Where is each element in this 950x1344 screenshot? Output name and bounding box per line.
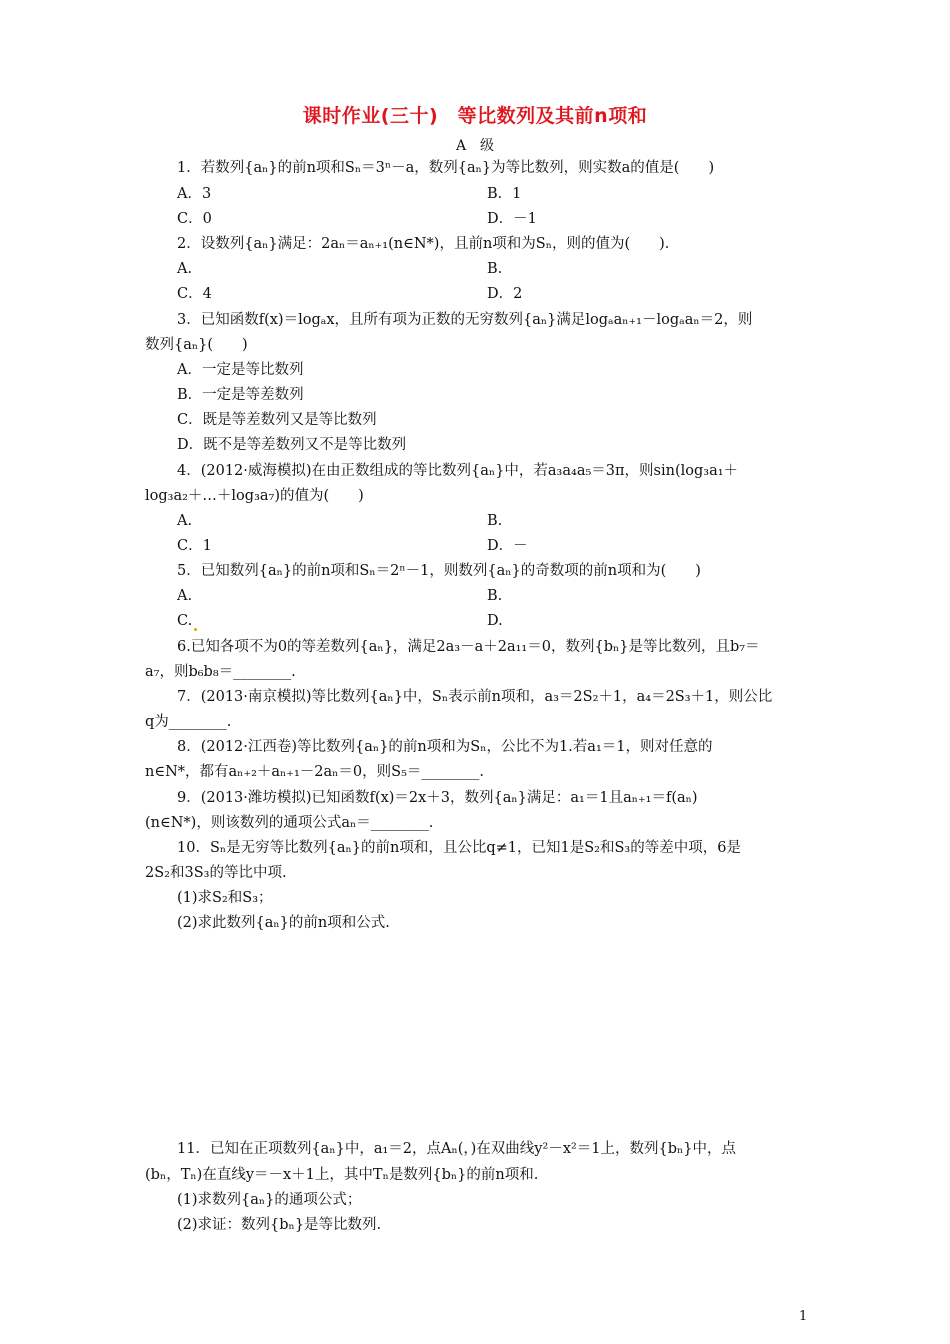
question-7-line-2: q为________. bbox=[145, 714, 232, 730]
q1-option-c: C．0 bbox=[177, 211, 212, 227]
question-10-line-2: 2S₂和3S₃的等比中项. bbox=[145, 865, 287, 881]
q5-option-c-label: C. bbox=[177, 613, 193, 629]
question-6-line-1: 6.已知各项不为0的等差数列{aₙ}，满足2a₃－a＋2a₁₁＝0，数列{bₙ}是等比数列，且b₇＝ bbox=[177, 639, 760, 655]
q3-option-b: B．一定是等差数列 bbox=[177, 387, 304, 403]
question-2: 2．设数列{aₙ}满足：2aₙ＝aₙ₊₁(n∈N*)，且前n项和为Sₙ，则的值为( ). bbox=[177, 236, 670, 252]
q5-option-d: D. bbox=[487, 613, 503, 629]
page-number: 1 bbox=[799, 1309, 808, 1324]
q3-option-d: D．既不是等差数列又不是等比数列 bbox=[177, 437, 407, 453]
question-7-line-1: 7．(2013·南京模拟)等比数列{aₙ}中，Sₙ表示前n项和，a₃＝2S₂＋1，a₄＝2S₃＋1，则公比 bbox=[177, 689, 773, 705]
question-4-line-1: 4．(2012·威海模拟)在由正数组成的等比数列{aₙ}中，若a₃a₄a₅＝3π，则sin(log₃a₁＋ bbox=[177, 463, 739, 479]
level-heading: A 级 bbox=[455, 138, 495, 154]
q4-option-a: A. bbox=[177, 513, 193, 529]
q2-option-d: D．2 bbox=[487, 286, 523, 302]
q11-part-2: (2)求证：数列{bₙ}是等比数列. bbox=[177, 1217, 382, 1233]
q1-option-a: A．3 bbox=[177, 186, 212, 202]
q10-part-1: (1)求S₂和S₃； bbox=[177, 890, 273, 906]
question-6-line-2: a₇，则b₆b₈＝________. bbox=[145, 664, 296, 680]
question-10-line-1: 10．Sₙ是无穷等比数列{aₙ}的前n项和，且公比q≠1，已知1是S₂和S₃的等差中项，6是 bbox=[177, 840, 741, 856]
q3-option-c: C．既是等差数列又是等比数列 bbox=[177, 412, 377, 428]
q1-option-b: B．1 bbox=[487, 186, 522, 202]
question-11-line-2: (bₙ，Tₙ)在直线y＝－x＋1上，其中Tₙ是数列{bₙ}的前n项和. bbox=[145, 1167, 539, 1183]
q5-option-c bbox=[177, 611, 197, 631]
q3-option-a: A．一定是等比数列 bbox=[177, 362, 304, 378]
q4-option-b: B. bbox=[487, 513, 503, 529]
question-3-line-2: 数列{aₙ}( ) bbox=[145, 337, 248, 353]
question-4-line-2: log₃a₂＋…＋log₃a₇)的值为( ) bbox=[145, 488, 364, 504]
question-8-line-2: n∈N*，都有aₙ₊₂＋aₙ₊₁－2aₙ＝0，则S₅＝________. bbox=[145, 764, 485, 780]
q10-part-2: (2)求此数列{aₙ}的前n项和公式. bbox=[177, 915, 390, 931]
question-3-line-1: 3．已知函数f(x)＝logₐx，且所有项为正数的无穷数列{aₙ}满足logₐaₙ₊₁－logₐaₙ＝2，则 bbox=[177, 312, 753, 328]
question-9-line-2: (n∈N*)，则该数列的通项公式aₙ＝________. bbox=[145, 815, 434, 831]
q5-option-b: B. bbox=[487, 588, 503, 604]
q4-option-d: D．－ bbox=[487, 538, 528, 554]
q5-option-a: A. bbox=[177, 588, 193, 604]
question-5: 5．已知数列{aₙ}的前n项和Sₙ＝2ⁿ－1，则数列{aₙ}的奇数项的前n项和为( ) bbox=[177, 563, 701, 579]
question-8-line-1: 8．(2012·江西卷)等比数列{aₙ}的前n项和为Sₙ，公比不为1.若a₁＝1，则对任意的 bbox=[177, 739, 713, 755]
q2-option-c: C．4 bbox=[177, 286, 212, 302]
q1-option-d: D．－1 bbox=[487, 211, 537, 227]
question-1: 1．若数列{aₙ}的前n项和Sₙ＝3ⁿ－a，数列{aₙ}为等比数列，则实数a的值是( ) bbox=[177, 160, 715, 176]
q4-option-c: C．1 bbox=[177, 538, 212, 554]
marker-dot bbox=[194, 628, 197, 631]
q11-part-1: (1)求数列{aₙ}的通项公式； bbox=[177, 1192, 362, 1208]
question-9-line-1: 9．(2013·潍坊模拟)已知函数f(x)＝2x＋3，数列{aₙ}满足：a₁＝1且aₙ₊₁＝f(aₙ) bbox=[177, 790, 698, 806]
q2-option-a: A. bbox=[177, 261, 193, 277]
question-11-line-1: 11．已知在正项数列{aₙ}中，a₁＝2，点Aₙ(，)在双曲线y²－x²＝1上，数列{bₙ}中，点 bbox=[177, 1141, 737, 1157]
page-title: 课时作业(三十) 等比数列及其前n项和 bbox=[302, 105, 648, 127]
q2-option-b: B. bbox=[487, 261, 503, 277]
